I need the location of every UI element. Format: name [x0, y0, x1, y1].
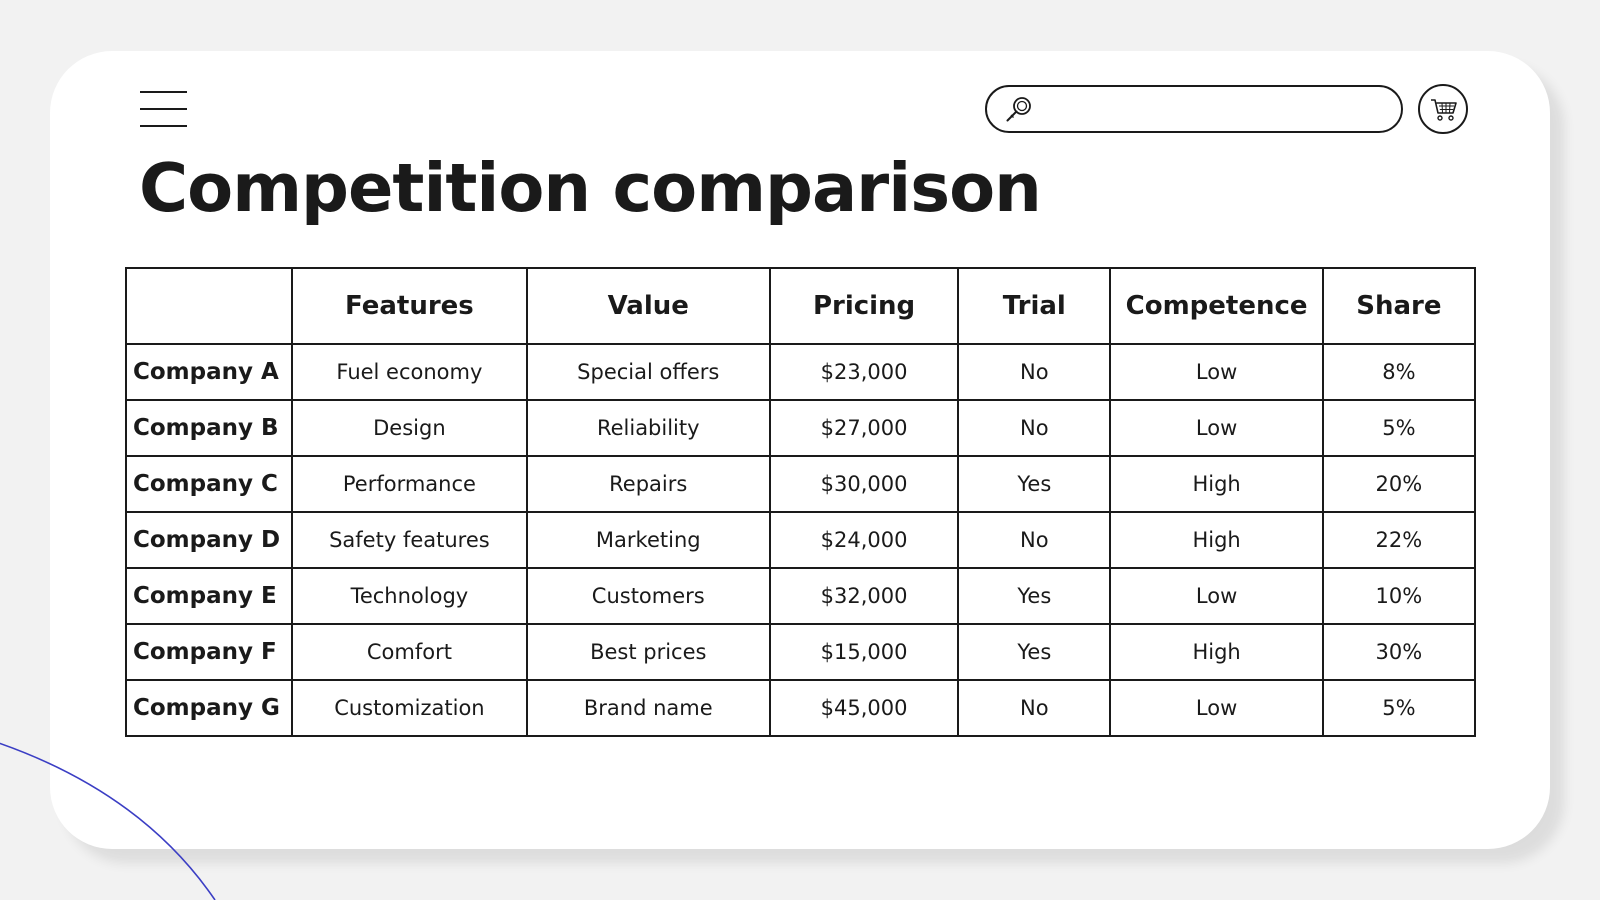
features-cell: Fuel economy: [292, 344, 526, 400]
trial-cell: Yes: [958, 624, 1110, 680]
cart-button[interactable]: [1418, 84, 1468, 134]
value-cell: Special offers: [527, 344, 770, 400]
table-row: [126, 680, 1475, 736]
competence-cell: Low: [1110, 568, 1322, 624]
value-cell: Reliability: [527, 400, 770, 456]
pricing-cell: $30,000: [770, 456, 958, 512]
share-cell: 5%: [1323, 680, 1475, 736]
shopping-cart-icon: [1429, 96, 1459, 124]
trial-cell: No: [958, 512, 1110, 568]
column-header-value: Value: [527, 268, 770, 344]
competence-cell: High: [1110, 624, 1322, 680]
company-name: Company A: [126, 344, 292, 400]
search-bar[interactable]: [985, 85, 1403, 133]
value-cell: Best prices: [527, 624, 770, 680]
features-cell: Design: [292, 400, 526, 456]
competence-cell: High: [1110, 512, 1322, 568]
trial-cell: No: [958, 344, 1110, 400]
pricing-cell: $45,000: [770, 680, 958, 736]
share-cell: 5%: [1323, 400, 1475, 456]
share-cell: 22%: [1323, 512, 1475, 568]
company-name: Company E: [126, 568, 292, 624]
company-name: Company B: [126, 400, 292, 456]
table-row: [126, 344, 1475, 400]
search-input[interactable]: [1045, 93, 1389, 127]
search-icon: [1004, 95, 1034, 125]
features-cell: Comfort: [292, 624, 526, 680]
company-name: Company C: [126, 456, 292, 512]
column-header: [126, 268, 292, 344]
table-row: [126, 400, 1475, 456]
page-title: Competition comparison: [139, 149, 1041, 227]
table-row: [126, 456, 1475, 512]
hamburger-menu-icon[interactable]: [140, 90, 187, 128]
value-cell: Customers: [527, 568, 770, 624]
pricing-cell: $23,000: [770, 344, 958, 400]
pricing-cell: $15,000: [770, 624, 958, 680]
trial-cell: Yes: [958, 456, 1110, 512]
comparison-table: [125, 267, 1476, 737]
column-header-share: Share: [1323, 268, 1475, 344]
competence-cell: Low: [1110, 400, 1322, 456]
trial-cell: No: [958, 680, 1110, 736]
column-header-competence: Competence: [1110, 268, 1322, 344]
table-row: [126, 568, 1475, 624]
competence-cell: Low: [1110, 344, 1322, 400]
column-header-trial: Trial: [958, 268, 1110, 344]
table-header-row: [126, 268, 1475, 344]
share-cell: 10%: [1323, 568, 1475, 624]
competence-cell: Low: [1110, 680, 1322, 736]
features-cell: Technology: [292, 568, 526, 624]
competence-cell: High: [1110, 456, 1322, 512]
pricing-cell: $32,000: [770, 568, 958, 624]
features-cell: Customization: [292, 680, 526, 736]
share-cell: 20%: [1323, 456, 1475, 512]
column-header-features: Features: [292, 268, 526, 344]
features-cell: Safety features: [292, 512, 526, 568]
share-cell: 30%: [1323, 624, 1475, 680]
company-name: Company D: [126, 512, 292, 568]
table-row: [126, 512, 1475, 568]
pricing-cell: $24,000: [770, 512, 958, 568]
table-row: [126, 624, 1475, 680]
value-cell: Repairs: [527, 456, 770, 512]
features-cell: Performance: [292, 456, 526, 512]
value-cell: Marketing: [527, 512, 770, 568]
trial-cell: Yes: [958, 568, 1110, 624]
share-cell: 8%: [1323, 344, 1475, 400]
company-name: Company F: [126, 624, 292, 680]
pricing-cell: $27,000: [770, 400, 958, 456]
company-name: Company G: [126, 680, 292, 736]
trial-cell: No: [958, 400, 1110, 456]
value-cell: Brand name: [527, 680, 770, 736]
column-header-pricing: Pricing: [770, 268, 958, 344]
